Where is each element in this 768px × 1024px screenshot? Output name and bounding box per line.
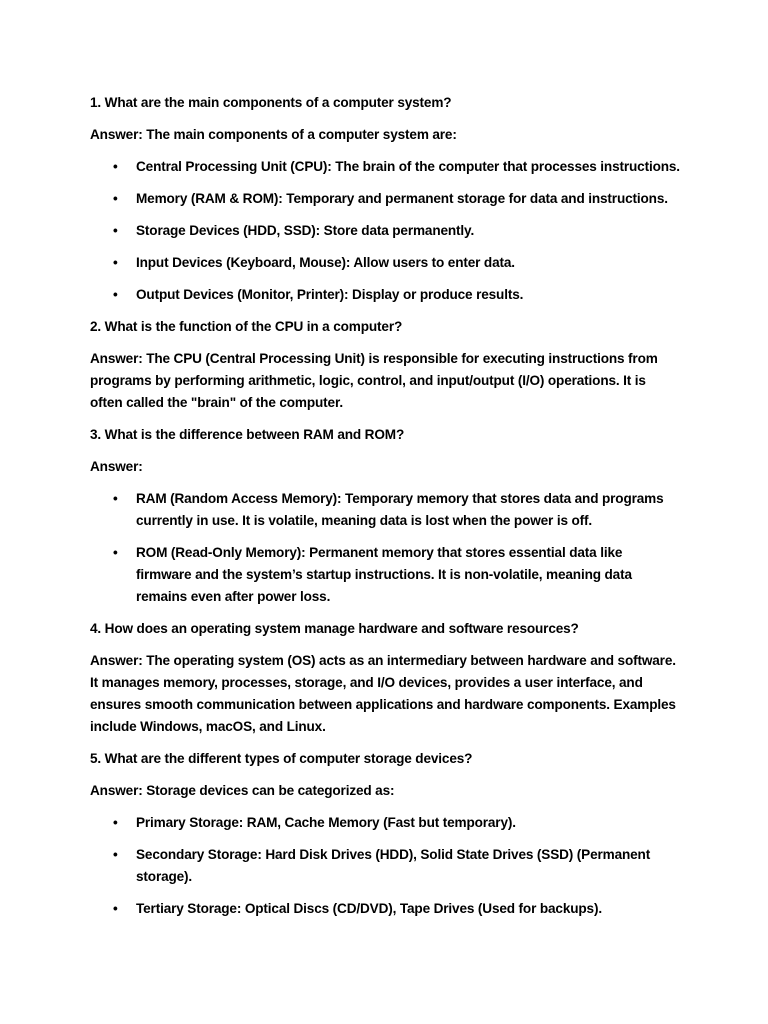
bullet-icon: • xyxy=(113,191,118,206)
question-4: 4. How does an operating system manage hardware and software resources? xyxy=(90,621,579,636)
bullet-icon: • xyxy=(113,255,118,270)
answer-5: Answer: Storage devices can be categorized as: xyxy=(90,783,395,798)
bullet-icon: • xyxy=(113,159,118,174)
answer-1: Answer: The main components of a computer system are: xyxy=(90,127,457,142)
list-item: • Central Processing Unit (CPU): The brain of the computer that processes instructions. xyxy=(90,156,680,178)
list-item: • Input Devices (Keyboard, Mouse): Allow users to enter data. xyxy=(90,252,680,274)
document-page xyxy=(90,92,680,930)
question-3: 3. What is the difference between RAM and ROM? xyxy=(90,427,405,442)
list-item: • Secondary Storage: Hard Disk Drives (HDD), Solid State Drives (SSD) (Permanent storage). xyxy=(90,844,680,888)
bullet-icon: • xyxy=(113,491,118,506)
answer-3-list xyxy=(90,488,680,608)
list-item: • Output Devices (Monitor, Printer): Display or produce results. xyxy=(90,284,680,306)
list-item: • ROM (Read-Only Memory): Permanent memory that stores essential data like firmware and the system’s startup instructions. It is non-volatile, meaning data remains even after power loss. xyxy=(90,542,680,608)
question-1: 1. What are the main components of a computer system? xyxy=(90,95,452,110)
bullet-icon: • xyxy=(113,847,118,862)
list-item: • Storage Devices (HDD, SSD): Store data permanently. xyxy=(90,220,680,242)
bullet-icon: • xyxy=(113,287,118,302)
question-2: 2. What is the function of the CPU in a computer? xyxy=(90,319,403,334)
bullet-icon: • xyxy=(113,815,118,830)
list-item: • Memory (RAM & ROM): Temporary and permanent storage for data and instructions. xyxy=(90,188,680,210)
question-5: 5. What are the different types of computer storage devices? xyxy=(90,751,473,766)
answer-3: Answer: xyxy=(90,459,143,474)
bullet-icon: • xyxy=(113,223,118,238)
list-item: • RAM (Random Access Memory): Temporary memory that stores data and programs currently in use. It is volatile, meaning data is lost when the power is off. xyxy=(90,488,680,532)
list-item: • Tertiary Storage: Optical Discs (CD/DVD), Tape Drives (Used for backups). xyxy=(90,898,680,920)
list-item: • Primary Storage: RAM, Cache Memory (Fast but temporary). xyxy=(90,812,680,834)
bullet-icon: • xyxy=(113,901,118,916)
answer-4: Answer: The operating system (OS) acts as an intermediary between hardware and software. It manages memory, processes, storage, and I/O devices, provides a user interface, and ensures smooth communication between applications and hardware components. Examples include Windows, macOS, and Linux. xyxy=(90,653,676,734)
answer-5-list xyxy=(90,812,680,920)
answer-2: Answer: The CPU (Central Processing Unit) is responsible for executing instructions from programs by performing arithmetic, logic, control, and input/output (I/O) operations. It is often called the "brain" of the computer. xyxy=(90,351,658,410)
answer-1-list xyxy=(90,156,680,306)
bullet-icon: • xyxy=(113,545,118,560)
